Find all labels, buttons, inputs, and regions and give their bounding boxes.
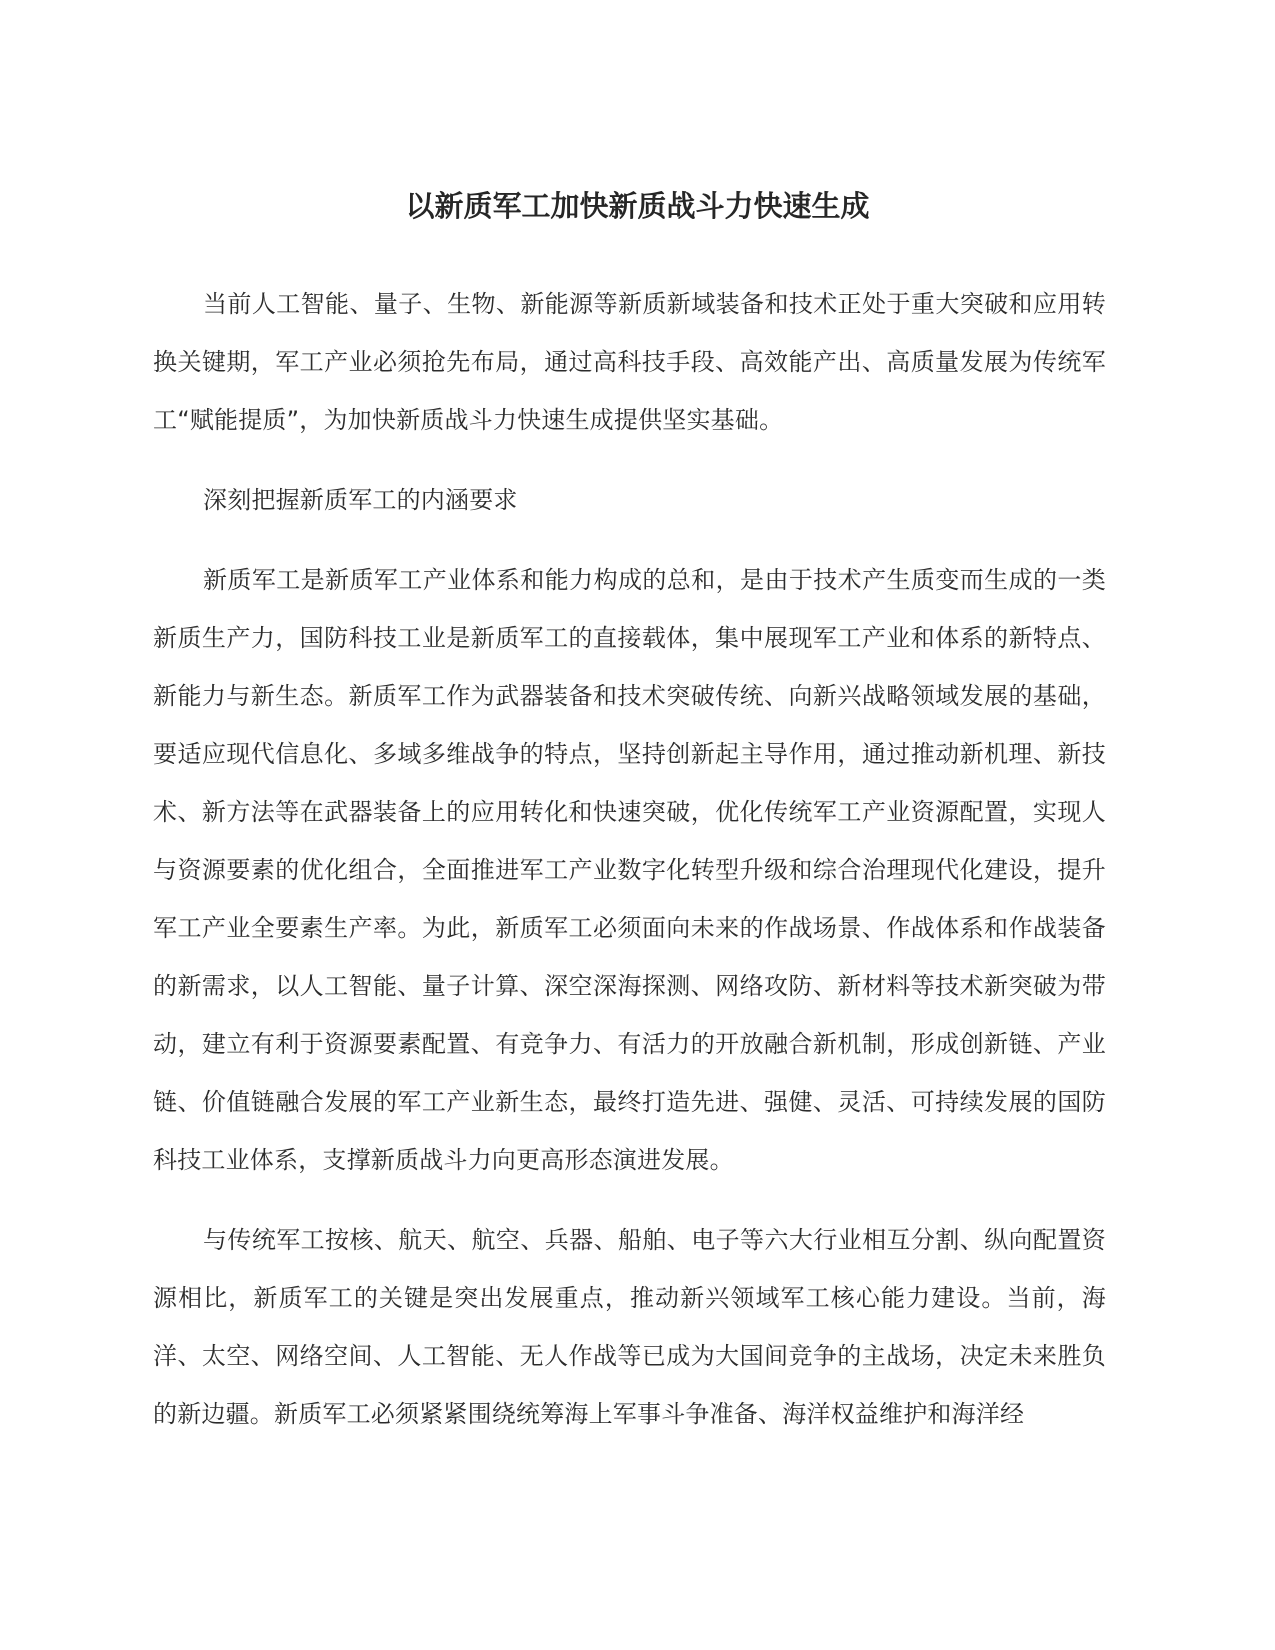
document-title: 以新质军工加快新质战斗力快速生成	[405, 189, 870, 223]
paragraph-connotation: 新质军工是新质军工产业体系和能力构成的总和，是由于技术产生质变而生成的一类新质生产力，国防科技工业是新质军工的直接载体，集中展现军工产业和体系的新特点、新能力与新生态。新质军工作为武器装备和技术突破传统、向新兴战略领域发展的基础，要适应现代信息化、多域多维战争的特点，坚持创新起主导作用，通过推动新机理、新技术、新方法等在武器装备上的应用转化和快速突破，优化传统军工产业资源配置，实现人与资源要素的优化组合，全面推进军工产业数字化转型升级和综合治理现代化建设，提升军工产业全要素生产率。为此，新质军工必须面向未来的作战场景、作战体系和作战装备的新需求，以人工智能、量子计算、深空深海探测、网络攻防、新材料等技术新突破为带动，建立有利于资源要素配置、有竞争力、有活力的开放融合新机制，形成创新链、产业链、价值链融合发展的军工产业新生态，最终打造先进、强健、灵活、可持续发展的国防科技工业体系，支撑新质战斗力向更高形态演进发展。	[153, 566, 1106, 1174]
paragraph-intro: 当前人工智能、量子、生物、新能源等新质新域装备和技术正处于重大突破和应用转换关键期，军工产业必须抢先布局，通过高科技手段、高效能产出、高质量发展为传统军工“赋能提质”，为加快新质战斗力快速生成提供坚实基础。	[153, 290, 1106, 434]
paragraph-comparison: 与传统军工按核、航天、航空、兵器、船舶、电子等六大行业相互分割、纵向配置资源相比，新质军工的关键是突出发展重点，推动新兴领域军工核心能力建设。当前，海洋、太空、网络空间、人工智能、无人作战等已成为大国间竞争的主战场，决定未来胜负的新边疆。新质军工必须紧紧围绕统筹海上军事斗争准备、海洋权益维护和海洋经	[153, 1226, 1106, 1428]
document-body	[153, 275, 1106, 1443]
section-heading: 深刻把握新质军工的内涵要求	[203, 486, 518, 514]
